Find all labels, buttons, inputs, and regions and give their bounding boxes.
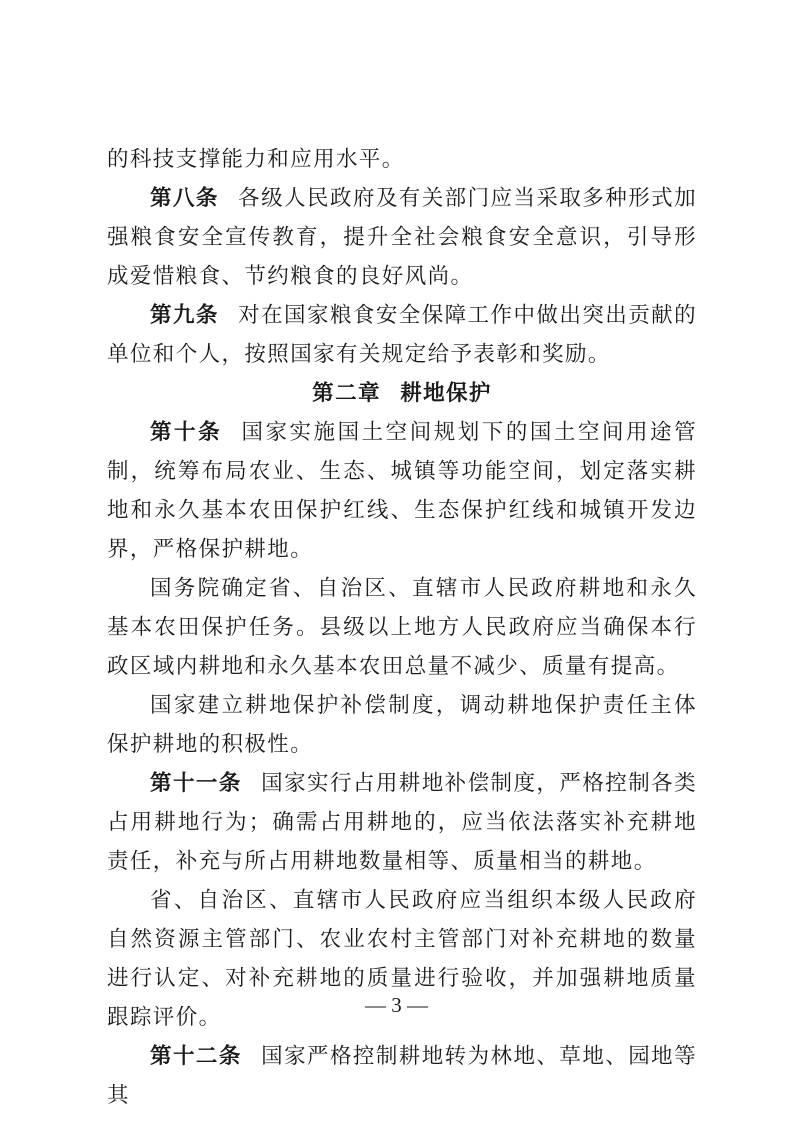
article-9: [107, 296, 697, 374]
chapter-heading: [107, 374, 697, 413]
paragraph-text: 国家实行占用耕地补偿制度，严格控制各类占用耕地行为；确需占用耕地的，应当依法落实补充耕地责任，补充与所占用耕地数量相等、质量相当的耕地。: [107, 771, 697, 874]
chapter-number: 第二章: [312, 381, 381, 406]
article-10: [107, 413, 697, 569]
paragraph-text: 的科技支撑能力和应用水平。: [107, 147, 405, 172]
article-10-paragraph-3: [107, 686, 697, 764]
article-number: 第十一条: [150, 771, 242, 796]
document-body: [107, 140, 697, 1115]
page-number: — 3 —: [365, 993, 428, 1017]
paragraph-text: 国家严格控制耕地转为林地、草地、园地等其: [107, 1044, 697, 1108]
article-10-paragraph-2: [107, 569, 697, 686]
paragraph-text: 国家实施国土空间规划下的国土空间用途管制，统筹布局农业、生态、城镇等功能空间，划定落实耕地和永久基本农田保护红线、生态保护红线和城镇开发边界，严格保护耕地。: [107, 420, 697, 562]
article-12: [107, 1037, 697, 1115]
paragraph-text: 省、自治区、直辖市人民政府应当组织本级人民政府自然资源主管部门、农业农村主管部门对补充耕地的数量进行认定、对补充耕地的质量进行验收，并加强耕地质量跟踪评价。: [107, 888, 697, 1030]
chapter-title: 耕地保护: [400, 381, 492, 406]
paragraph-text: 各级人民政府及有关部门应当采取多种形式加强粮食安全宣传教育，提升全社会粮食安全意识，引导形成爱惜粮食、节约粮食的良好风尚。: [107, 186, 697, 289]
article-number: 第八条: [150, 186, 219, 211]
paragraph-text: 对在国家粮食安全保障工作中做出突出贡献的单位和个人，按照国家有关规定给予表彰和奖励。: [107, 303, 697, 367]
article-number: 第十二条: [150, 1044, 242, 1069]
article-11: [107, 764, 697, 881]
paragraph-text: 国务院确定省、自治区、直辖市人民政府耕地和永久基本农田保护任务。县级以上地方人民政府应当确保本行政区域内耕地和永久基本农田总量不减少、质量有提高。: [107, 576, 697, 679]
article-8: [107, 179, 697, 296]
article-number: 第九条: [150, 303, 219, 328]
paragraph-text: 国家建立耕地保护补偿制度，调动耕地保护责任主体保护耕地的积极性。: [107, 693, 697, 757]
article-number: 第十条: [150, 420, 223, 445]
paragraph-continuation: [107, 140, 697, 179]
